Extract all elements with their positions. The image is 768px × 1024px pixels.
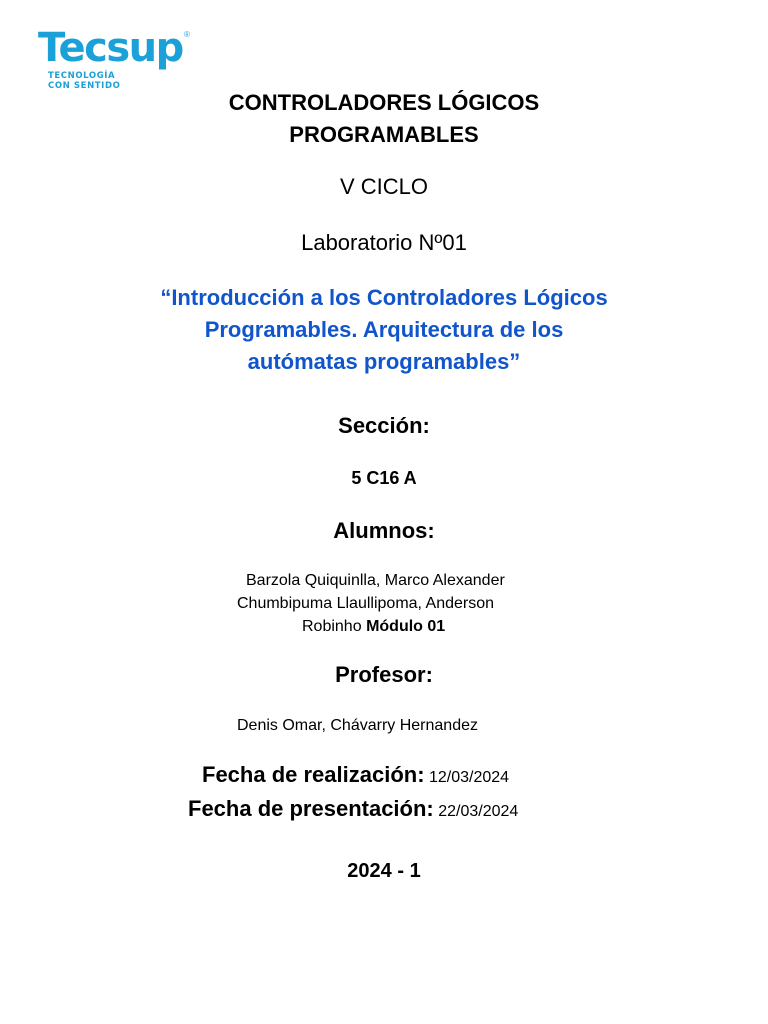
section-value: 5 C16 A <box>351 468 417 488</box>
lab-topic-line1: “Introducción a los Controladores Lógicos <box>160 285 608 310</box>
course-title <box>0 87 768 151</box>
student-name-1: Barzola Quiquinlla, Marco Alexander <box>246 572 505 589</box>
lab-topic-line3: autómatas programables” <box>247 349 521 374</box>
tecsup-logo <box>38 26 198 90</box>
students-heading: Alumnos: <box>333 518 435 543</box>
course-cycle: V CICLO <box>339 174 429 199</box>
realization-date <box>202 761 509 792</box>
student-name-2: Chumbipuma Llaullipoma, Anderson <box>237 595 495 612</box>
logo-tagline-line2: CON SENTIDO <box>48 81 121 91</box>
realization-date-label: Fecha de realización: <box>202 762 425 787</box>
lab-topic <box>0 282 768 378</box>
logo-tagline-line1: TECNOLOGÍA <box>48 71 116 81</box>
teacher-name: Denis Omar, Chávarry Hernandez <box>237 717 478 734</box>
teacher-heading: Profesor: <box>335 662 433 687</box>
section-heading: Sección: <box>338 413 430 438</box>
logo-wordmark: Tecsup <box>38 25 183 71</box>
academic-period: 2024 - 1 <box>347 860 421 882</box>
presentation-date-label: Fecha de presentación: <box>188 796 434 821</box>
realization-date-value: 12/03/2024 <box>428 769 510 786</box>
presentation-date <box>188 795 518 826</box>
presentation-date-value: 22/03/2024 <box>438 803 519 820</box>
course-title-line1: CONTROLADORES LÓGICOS <box>228 90 540 115</box>
student-name-3-bold: Módulo 01 <box>366 618 446 635</box>
student-name-3-text: Robinho <box>302 618 362 635</box>
student-name-3 <box>302 616 445 638</box>
lab-number: Laboratorio Nº01 <box>301 230 467 255</box>
logo-registered-mark: ® <box>184 30 190 39</box>
lab-topic-line2: Programables. Arquitectura de los <box>204 317 564 342</box>
course-title-line2: PROGRAMABLES <box>289 122 479 147</box>
